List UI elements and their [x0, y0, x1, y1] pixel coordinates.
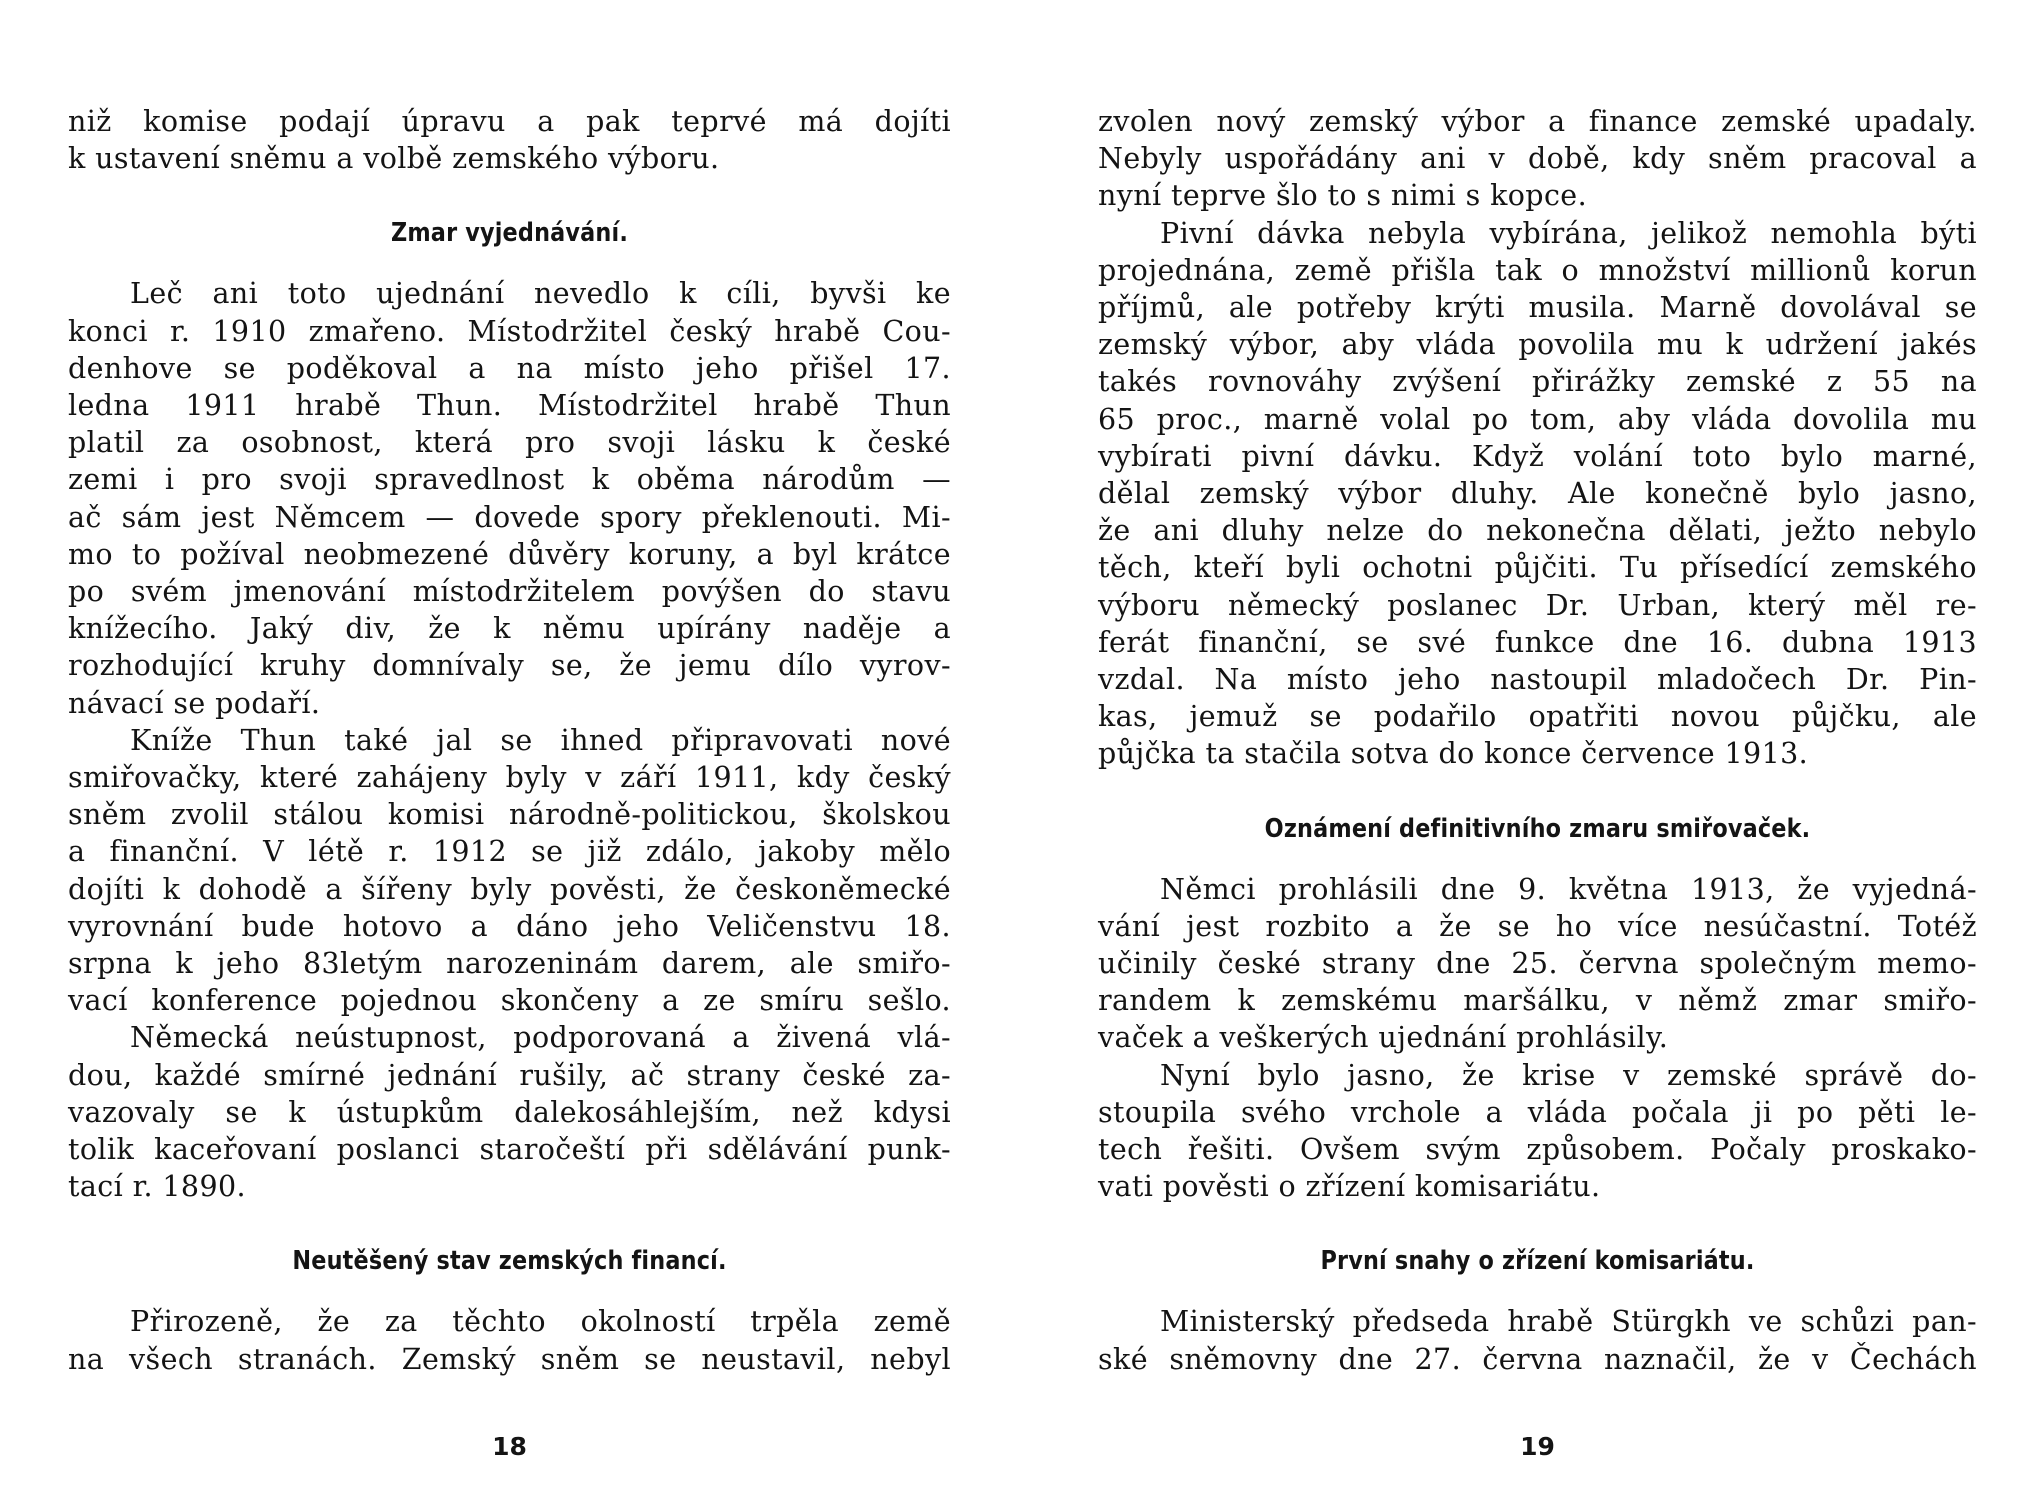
left-line: platil za osobnost, která pro svoji lásku k české: [68, 426, 951, 460]
left-line: sněm zvolil stálou komisi národně-politickou, školskou: [68, 798, 951, 832]
right-line: 65 proc., marně volal po tom, aby vláda dovolila mu: [1098, 402, 1977, 436]
right-line: randem k zemskému maršálku, v němž zmar smiřo-: [1098, 984, 1977, 1018]
right-line: kas, jemuž se podařilo opatřiti novou půjčku, ale: [1098, 700, 1977, 734]
right-line: vybírati pivní dávku. Když volání toto bylo marné,: [1098, 439, 1977, 473]
right-line: Nyní bylo jasno, že krise v zemské správě do-: [1160, 1058, 1977, 1092]
right-line: zvolen nový zemský výbor a finance zemské upadaly.: [1098, 105, 1977, 138]
section-heading-prvni-snahy: První snahy o zřízení komisariátu.: [1320, 1246, 1755, 1277]
left-line: tolik kaceřovaní poslanci staročeští při sdělávání punk-: [68, 1133, 951, 1167]
left-line: tací r. 1890.: [68, 1170, 246, 1204]
right-line: výboru německý poslanec Dr. Urban, který měl re-: [1098, 588, 1977, 622]
left-line: konci r. 1910 zmařeno. Místodržitel český hrabě Cou-: [68, 314, 951, 348]
right-line: tech řešiti. Ovšem svým způsobem. Počaly proskako-: [1098, 1133, 1977, 1167]
right-line: vaček a veškerých ujednání prohlásily.: [1098, 1021, 1669, 1055]
right-line: Ministerský předseda hrabě Stürgkh ve schůzi pan-: [1160, 1305, 1977, 1339]
right-line: zemský výbor, aby vláda povolila mu k udržení jakés: [1098, 328, 1977, 362]
left-line: po svém jmenování místodržitelem povýšen do stavu: [68, 575, 951, 609]
right-line: dělal zemský výbor dluhy. Ale konečně bylo jasno,: [1098, 477, 1977, 511]
right-line: vzdal. Na místo jeho nastoupil mladočech Dr. Pin-: [1098, 663, 1977, 697]
left-line: ač sám jest Němcem — dovede spory překlenouti. Mi-: [68, 500, 951, 534]
left-line: mo to požíval neobmezené důvěry koruny, a byl krátce: [68, 537, 951, 571]
left-page: [68, 0, 951, 1500]
left-line: ledna 1911 hrabě Thun. Místodržitel hrabě Thun: [68, 389, 951, 423]
right-line: Nebyly uspořádány ani v době, kdy sněm pracoval a: [1098, 142, 1977, 176]
page-number: 19: [1520, 1432, 1555, 1461]
right-text-column: [1098, 104, 1977, 1377]
left-line: niž komise podají úpravu a pak teprvé má dojíti: [68, 105, 951, 138]
section-heading-zmar-vyjednavani: Zmar vyjednávání.: [390, 218, 629, 249]
left-line: vyrovnání bude hotovo a dáno jeho Veličenstvu 18.: [68, 909, 951, 943]
right-line: stoupila svého vrchole a vláda počala ji po pěti le-: [1098, 1095, 1977, 1129]
left-text-column: [68, 104, 951, 1377]
right-line: nyní teprve šlo to s nimi s kopce.: [1098, 179, 1588, 213]
right-page: [1098, 0, 1977, 1500]
right-line: že ani dluhy nelze do nekonečna dělati, ježto nebylo: [1098, 514, 1977, 548]
right-line: půjčka ta stačila sotva do konce července 1913.: [1098, 737, 1809, 771]
section-heading-oznameni-zmaru: Oznámení definitivního zmaru smiřovaček.: [1264, 813, 1811, 844]
left-line: návací se podaří.: [68, 686, 321, 720]
left-line: Německá neústupnost, podporovaná a živená vlá-: [130, 1021, 951, 1055]
left-line: vazovaly se k ústupkům dalekosáhlejším, než kdysi: [68, 1095, 951, 1129]
right-line: vání jest rozbito a že se ho více nesúčastní. Totéž: [1098, 909, 1977, 943]
right-line: ferát finanční, se své funkce dne 16. dubna 1913: [1098, 625, 1977, 659]
right-line: Němci prohlásili dne 9. května 1913, že vyjedná-: [1160, 872, 1977, 906]
right-line: vati pověsti o zřízení komisariátu.: [1098, 1170, 1601, 1204]
left-line: zemi i pro svoji spravedlnost k oběma národům —: [68, 463, 951, 497]
left-line: Kníže Thun také jal se ihned připravovati nové: [130, 723, 951, 757]
left-line: Přirozeně, že za těchto okolností trpěla země: [130, 1305, 951, 1339]
right-line: ské sněmovny dne 27. června naznačil, že v Čechách: [1098, 1342, 1977, 1376]
left-line: rozhodující kruhy domnívaly se, že jemu dílo vyrov-: [68, 649, 951, 683]
left-line: dou, každé smírné jednání rušily, ač strany české za-: [68, 1058, 951, 1092]
left-line: a finanční. V létě r. 1912 se již zdálo, jakoby mělo: [68, 835, 951, 869]
right-line: projednána, země přišla tak o množství millionů korun: [1098, 253, 1977, 287]
right-line: těch, kteří byli ochotni půjčiti. Tu přísedící zemského: [1098, 551, 1977, 585]
right-line: Pivní dávka nebyla vybírána, jelikož nemohla býti: [1160, 216, 1977, 250]
left-line: dojíti k dohodě a šířeny byly pověsti, že českoněmecké: [68, 872, 951, 906]
left-line: smiřovačky, které zahájeny byly v září 1911, kdy český: [68, 761, 951, 795]
right-line: učinily české strany dne 25. června společným memo-: [1098, 947, 1977, 981]
left-line: denhove se poděkoval a na místo jeho přišel 17.: [68, 351, 951, 385]
right-line: příjmů, ale potřeby krýti musila. Marně dovolával se: [1098, 291, 1977, 325]
left-line: na všech stranách. Zemský sněm se neustavil, nebyl: [68, 1342, 951, 1376]
right-line: takés rovnováhy zvýšení přirážky zemské z 55 na: [1098, 365, 1977, 399]
left-line: knížecího. Jaký div, že k němu upírány naděje a: [68, 612, 951, 646]
left-line: vací konference pojednou skončeny a ze smíru sešlo.: [68, 984, 951, 1018]
left-line: srpna k jeho 83letým narozeninám darem, ale smiřo-: [68, 947, 951, 981]
section-heading-neuteseny-stav: Neutěšený stav zemských financí.: [292, 1246, 727, 1277]
left-line: Leč ani toto ujednání nevedlo k cíli, byvši ke: [130, 277, 951, 311]
page-number: 18: [492, 1432, 527, 1461]
left-line: k ustavení sněmu a volbě zemského výboru.: [68, 142, 720, 176]
